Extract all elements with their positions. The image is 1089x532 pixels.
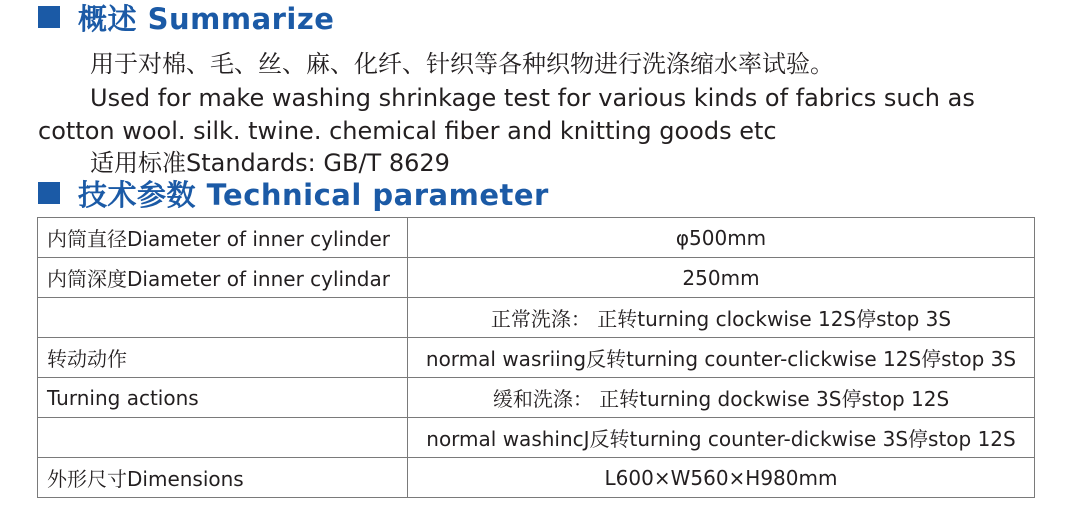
table-row — [38, 258, 1035, 298]
technical-title: 技术参数 Technical parameter — [78, 177, 549, 212]
table-row — [38, 338, 1035, 378]
param-label: 外形尺寸Dimensions — [38, 458, 408, 498]
heading-square-icon — [38, 6, 60, 28]
param-label: 内筒深度Diameter of inner cylindar — [38, 258, 408, 298]
table-row — [38, 378, 1035, 418]
table-row — [38, 218, 1035, 258]
summary-title: 概述 Summarize — [78, 1, 335, 36]
table-row — [38, 298, 1035, 338]
param-label: 转动动作 — [38, 338, 408, 378]
param-value: normal wasriing反转turning counter-clickwise 12S停stop 3S — [408, 338, 1035, 378]
technical-heading — [38, 174, 549, 212]
param-value: 正常洗涤： 正转turning clockwise 12S停stop 3S — [408, 298, 1035, 338]
param-label: 内筒直径Diameter of inner cylinder — [38, 218, 408, 258]
table-row — [38, 418, 1035, 458]
param-label — [38, 298, 408, 338]
param-value: normal washincJ反转turning counter-dickwise 3S停stop 12S — [408, 418, 1035, 458]
heading-square-icon — [38, 182, 60, 204]
param-label — [38, 418, 408, 458]
param-value: 250mm — [408, 258, 1035, 298]
param-value: L600×W560×H980mm — [408, 458, 1035, 498]
parameter-table — [37, 217, 1035, 498]
param-label: Turning actions — [38, 378, 408, 418]
table-row — [38, 458, 1035, 498]
standards-text: 适用标准Standards: GB/T 8629 — [90, 149, 450, 177]
summary-heading — [38, 0, 334, 34]
summary-english-line1: Used for make washing shrinkage test for various kinds of fabrics such as — [90, 84, 975, 112]
param-value: φ500mm — [408, 218, 1035, 258]
param-value: 缓和洗涤： 正转turning dockwise 3S停stop 12S — [408, 378, 1035, 418]
summary-chinese-text: 用于对棉、毛、丝、麻、化纤、针织等各种织物进行洗涤缩水率试验。 — [90, 50, 834, 78]
summary-english-line2: cotton wool. silk. twine. chemical fiber and knitting goods etc — [38, 117, 777, 145]
